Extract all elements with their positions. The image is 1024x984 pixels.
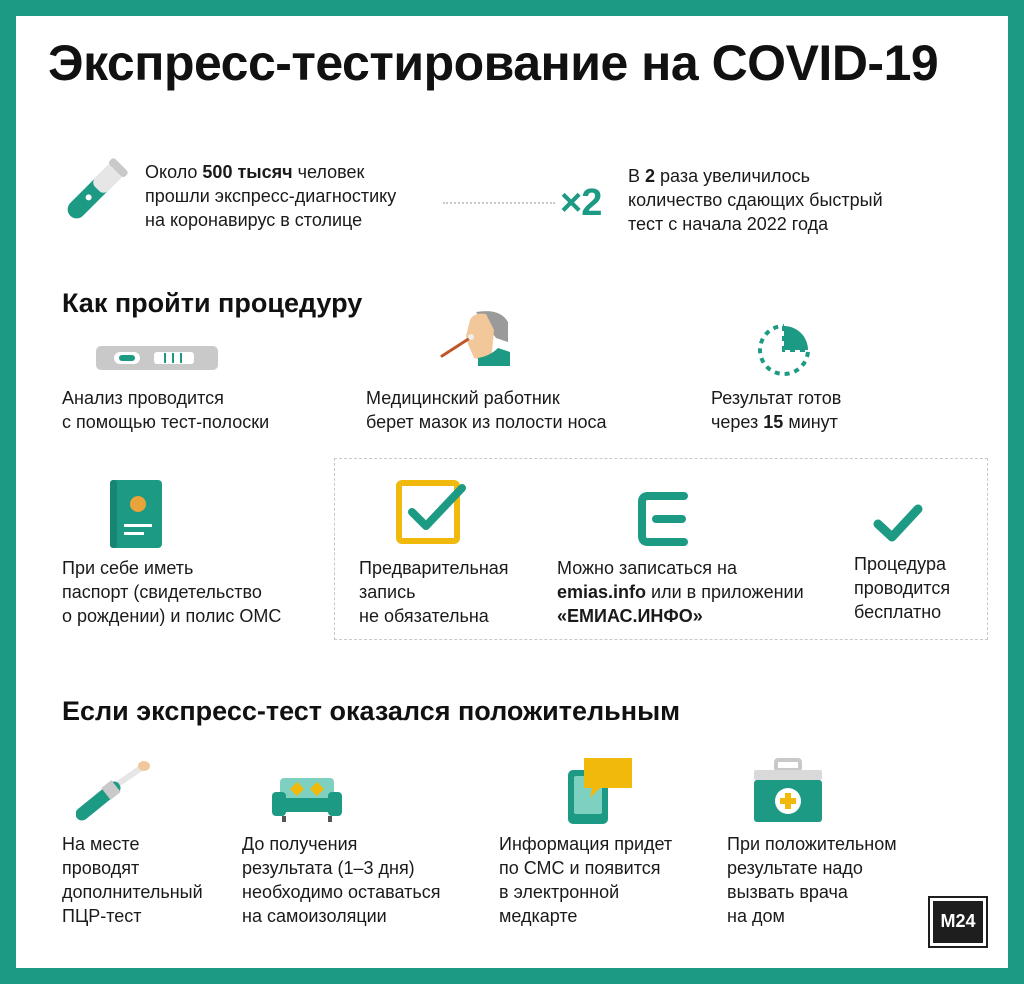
step-free: Процедура проводится бесплатно — [854, 554, 951, 622]
positive-pcr-test: На месте проводят дополнительный ПЦР-тест — [62, 834, 203, 926]
multiplier: ×2 — [560, 182, 602, 224]
step-test-strip: Анализ проводится с помощью тест-полоски — [62, 388, 270, 432]
sofa-icon — [270, 776, 344, 824]
divider-line — [443, 202, 555, 204]
checkmark-icon — [872, 502, 924, 544]
test-strip-icon — [96, 344, 218, 372]
checkbox-icon — [396, 480, 466, 546]
positive-sms-info: Информация придет по СМС и появится в электронной медкарте — [499, 834, 673, 926]
step-nasal-swab: Медицинский работник берет мазок из полости носа — [366, 388, 607, 432]
nasal-swab-icon — [438, 308, 510, 366]
passport-icon — [110, 480, 162, 548]
pcr-tube-icon — [76, 758, 152, 822]
positive-self-isolation: До получения результата (1–3 дня) необходимо оставаться на самоизоляции — [242, 834, 441, 926]
test-tube-icon — [62, 158, 128, 224]
m24-logo: M24 — [930, 898, 986, 946]
page-title: Экспресс-тестирование на COVID-19 — [48, 35, 939, 91]
first-aid-kit-icon — [752, 758, 824, 824]
positive-call-doctor: При положительном результате надо вызвать врача на дом — [727, 834, 897, 926]
stat-right-text: В 2 раза увеличилось количество сдающих быстрый тест с начала 2022 года — [628, 166, 883, 234]
sms-phone-icon — [566, 758, 634, 824]
stat-left-text: Около 500 тысяч человек прошли экспресс-диагностику на коронавирус в столице — [145, 162, 397, 230]
emias-logo-icon — [636, 490, 688, 548]
timer-icon — [756, 322, 812, 378]
step-documents: При себе иметь паспорт (свидетельство о рождении) и полис ОМС — [62, 558, 282, 626]
procedure-heading: Как пройти процедуру — [62, 288, 363, 318]
step-result-time: Результат готов через 15 минут — [711, 388, 842, 432]
step-emias: Можно записаться на emias.info или в приложении «ЕМИАС.ИНФО» — [557, 558, 804, 626]
step-no-booking: Предварительная запись не обязательна — [359, 558, 509, 626]
positive-heading: Если экспресс-тест оказался положительным — [62, 696, 681, 726]
